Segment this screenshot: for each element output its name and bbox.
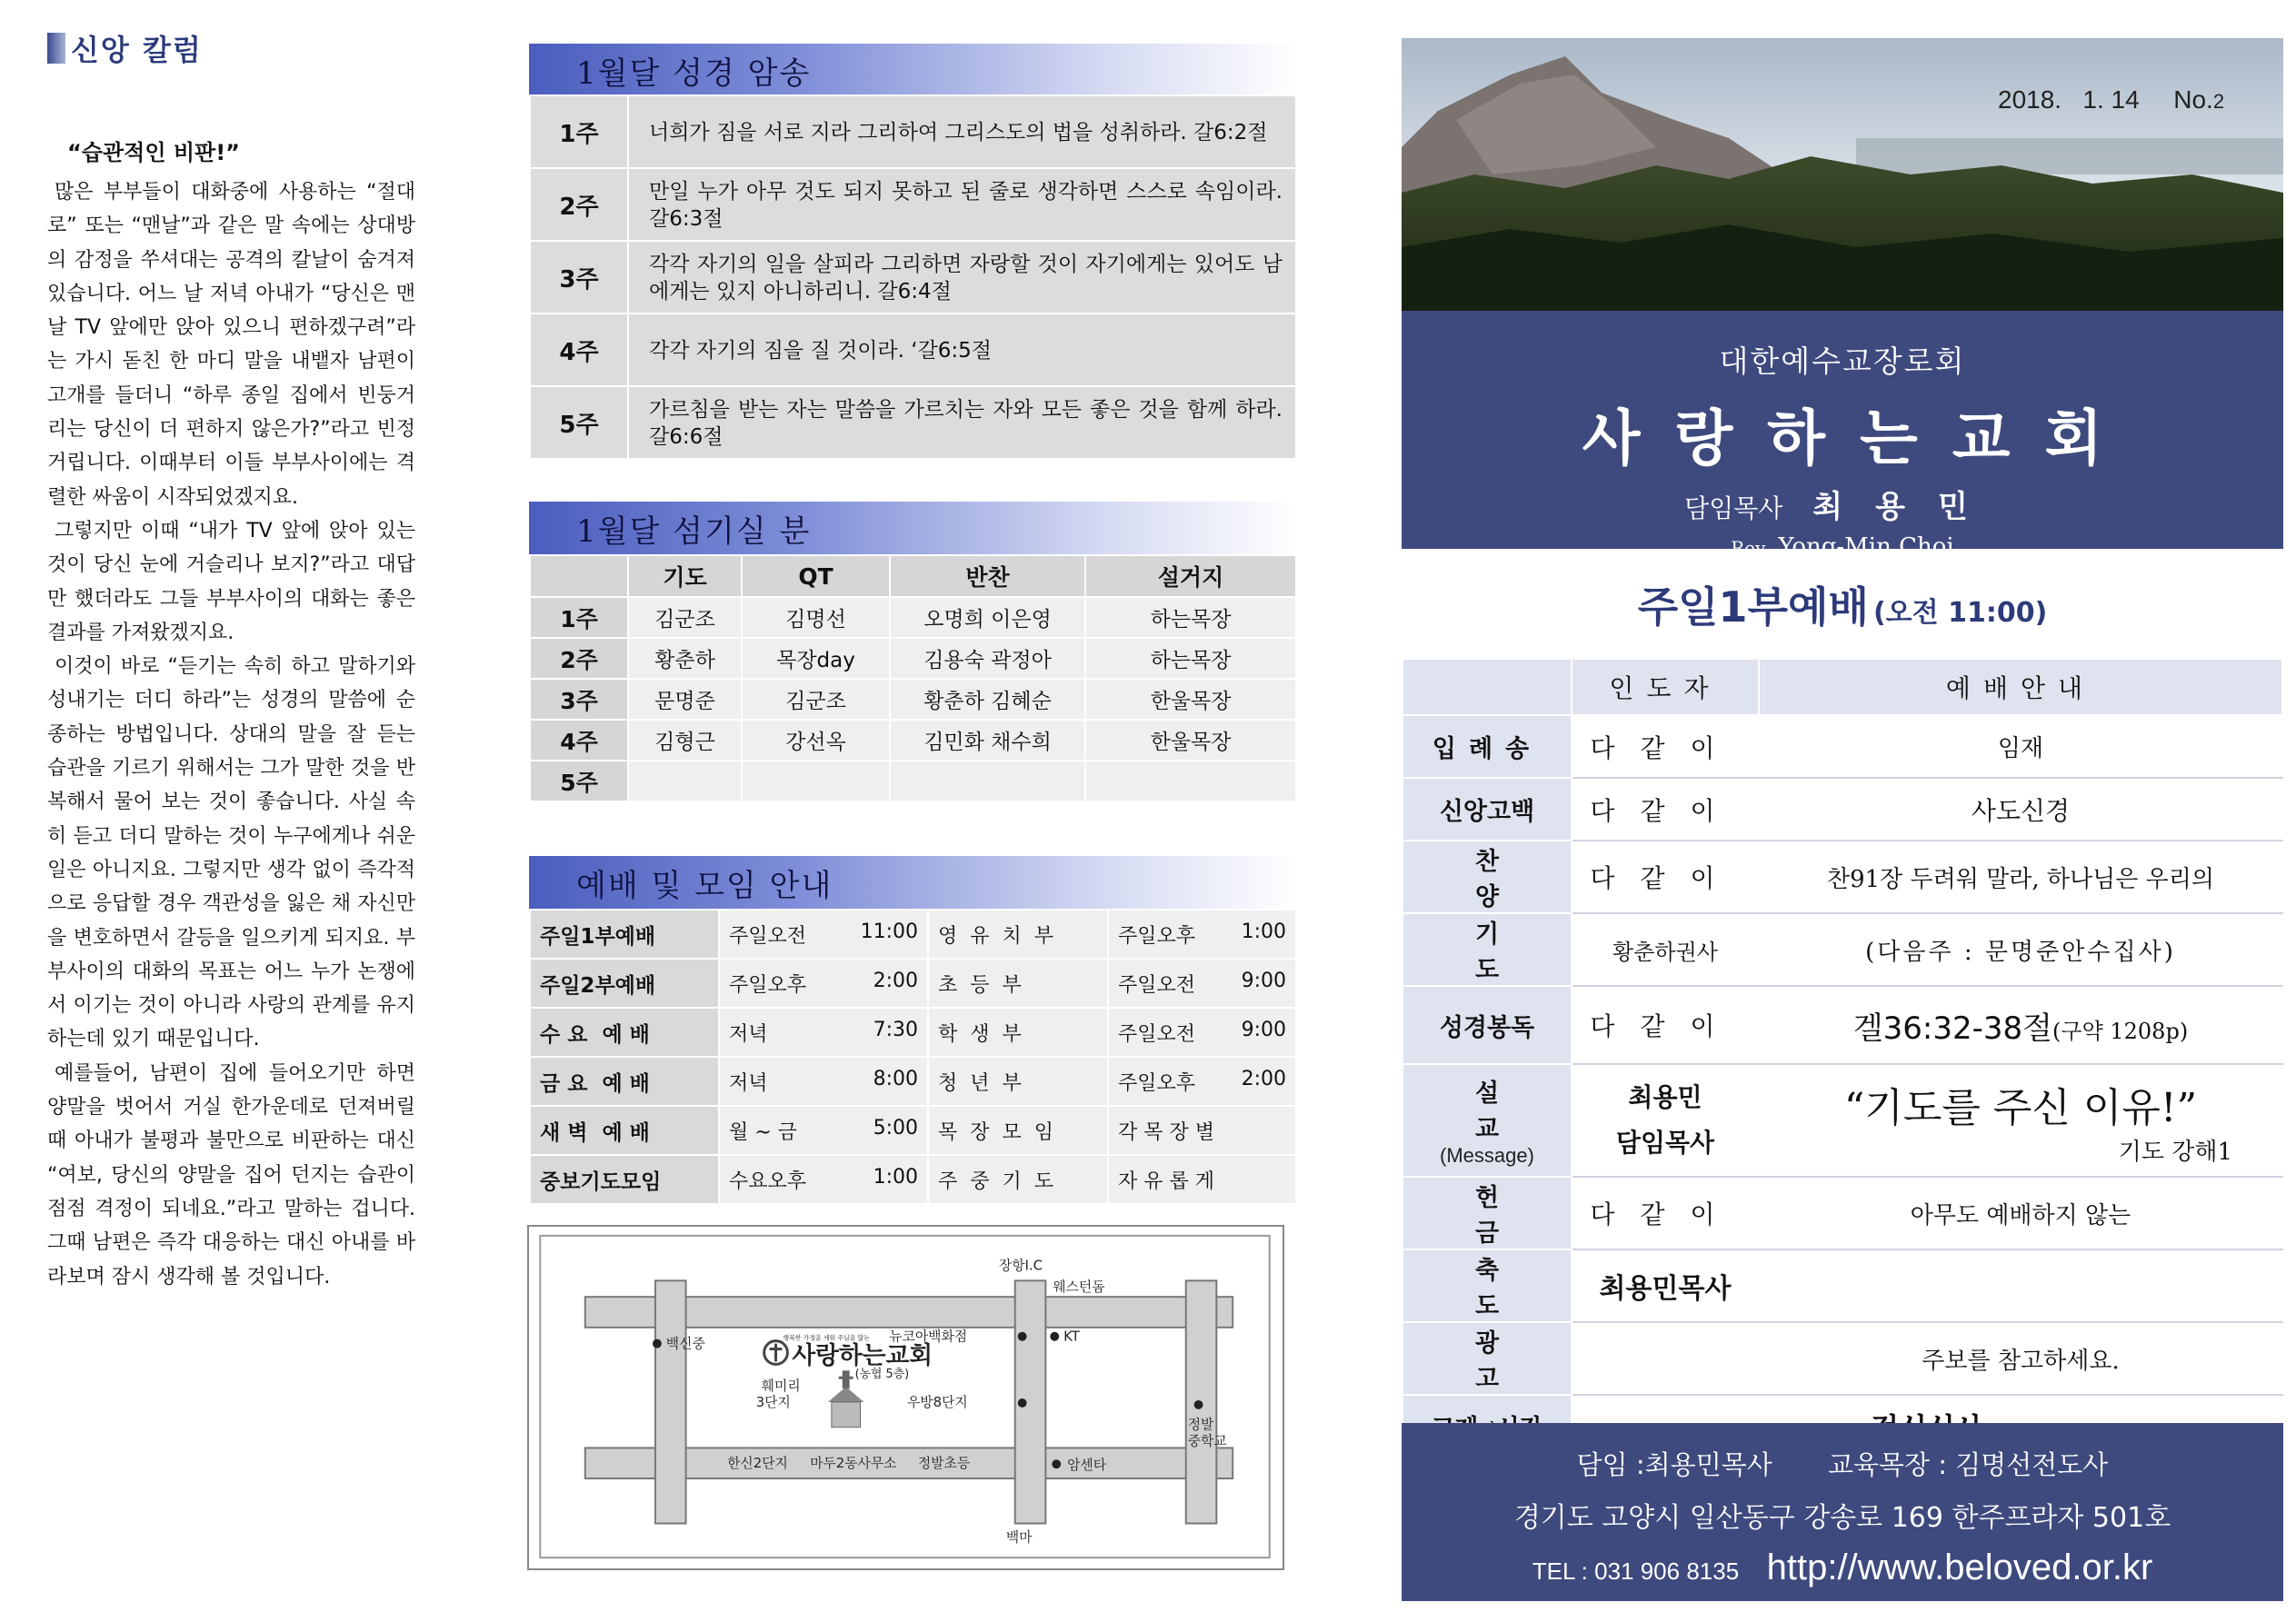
duty-cell: 오명희 이은영: [890, 597, 1085, 638]
meeting-name: 금 요 예 배: [530, 1057, 719, 1106]
table-row: [530, 1057, 1296, 1106]
table-header-row: [530, 555, 1296, 597]
order-leader: 다같이: [1572, 841, 1759, 913]
table-row: [530, 313, 1296, 386]
dept-time: [1108, 1057, 1296, 1106]
week-cell: 4주: [530, 720, 628, 761]
church-name: 사랑하는교회: [1582, 403, 2138, 473]
table-row: [530, 720, 1296, 761]
meeting-day: 수요오후: [729, 1169, 807, 1193]
duty-cell: 한울목장: [1085, 679, 1296, 720]
column-header-title: 신앙 칼럼: [71, 33, 203, 67]
table-row: [530, 910, 1296, 959]
sermon-series: 기도 강해1: [2118, 1138, 2232, 1166]
table-row: [530, 95, 1296, 168]
verse-cell: 가르침을 받는 자는 말씀을 가르치는 자와 모든 좋은 것을 함께 하라. 갈6:6절: [628, 386, 1296, 459]
order-info: 주보를 참고하세요.: [1759, 1322, 2282, 1395]
duty-cell: 황춘하: [628, 638, 742, 679]
denomination: 대한예수교장로회: [1719, 343, 1966, 379]
meeting-name: 새 벽 예 배: [530, 1106, 719, 1155]
dept-time: [1108, 910, 1296, 959]
scripture-ref: 겔36:32-38절: [1852, 1010, 2053, 1047]
dept-hour: 2:00: [1241, 1067, 1286, 1090]
map-label-madu: 마두2동사무소: [810, 1456, 897, 1472]
meeting-hour: 2:00: [873, 969, 918, 992]
map-label-western: 웨스턴돔: [1053, 1279, 1105, 1296]
issue-date: 2018. 1. 14: [1998, 85, 2140, 114]
week-cell: 1주: [530, 597, 628, 638]
map-label-baek: 백신중: [665, 1336, 705, 1352]
dept-day: 주일오전: [1118, 973, 1196, 997]
duty-cell: [1085, 761, 1296, 801]
duty-cell: 문명준: [628, 679, 742, 720]
church-logo-icon: [764, 1341, 788, 1365]
issue-no-prefix: No.: [2173, 85, 2213, 114]
pastor-label: 담임목사: [1684, 493, 1783, 523]
week-cell: 3주: [530, 241, 628, 313]
duty-cell: [628, 761, 742, 801]
education-pastor: 교육목장 : 김명선전도사: [1827, 1449, 2109, 1480]
meeting-hour: 7:30: [873, 1018, 918, 1041]
preacher-name: 최용민: [1628, 1082, 1702, 1112]
order-info: 사도신경: [1759, 778, 2282, 841]
service-time: (오전 11:00): [1872, 597, 2048, 629]
faith-column: [47, 27, 415, 1294]
column-header-dishes: 설거지: [1085, 555, 1296, 597]
map-label-newcore: 뉴코아백화점: [889, 1328, 968, 1345]
duty-section-header: [529, 502, 1297, 554]
duty-section-title: 1월달 섬기실 분: [576, 513, 812, 550]
meeting-time: [719, 910, 928, 959]
order-leader: 최용민목사: [1572, 1249, 1759, 1322]
dept-name: 초등부: [928, 959, 1108, 1008]
duty-cell: 김용숙 곽정아: [890, 638, 1085, 679]
table-row: [1403, 1064, 2282, 1177]
dept-time: [1108, 1008, 1296, 1057]
meeting-table: [529, 909, 1297, 1205]
map-dot-woobang: [1018, 1398, 1027, 1408]
worship-order-table: [1402, 658, 2283, 1458]
article-paragraph: 그렇지만 이때 “내가 TV 앞에 앉아 있는 것이 당신 눈에 거슬리나 보지?”라고 대답만 했더라도 그들 부부사이의 대화는 좋은 결과를 가져왔겠지요.: [47, 519, 415, 644]
table-row: [1403, 715, 2282, 778]
map-label-hansin: 한신2단지: [727, 1456, 788, 1472]
church-address: 경기도 고양시 일산동구 강송로 169 한주프라자 501호: [1513, 1502, 2171, 1534]
dept-name: 학생부: [928, 1008, 1108, 1057]
order-info: 아무도 예배하지 않는: [1759, 1177, 2282, 1249]
dept-day: 주일오후: [1118, 1071, 1196, 1095]
meeting-time: [719, 1155, 928, 1204]
column-header-info: 예배안내: [1759, 659, 2282, 715]
order-info: [1759, 1249, 2282, 1322]
order-label: 입례송: [1403, 715, 1572, 778]
meeting-section-header: [529, 856, 1297, 909]
verse-section-title: 1월달 성경 암송: [576, 55, 812, 92]
column-header-qt: QT: [742, 555, 890, 597]
dept-day: 주일오후: [1118, 924, 1196, 948]
order-label: 헌금: [1403, 1177, 1572, 1249]
corner-cell: [530, 555, 628, 597]
dept-name: 영유치부: [928, 910, 1108, 959]
map-label-jeongbal: 정발: [1187, 1417, 1214, 1433]
dept-hour: 9:00: [1241, 969, 1286, 992]
dept-day: 자 유 롭 게: [1118, 1169, 1214, 1193]
table-row: [1403, 778, 2282, 841]
map-dot-kt: [1050, 1332, 1059, 1341]
table-row: [1403, 841, 2282, 913]
verse-cell: 각각 자기의 일을 살피라 그리하면 자랑할 것이 자기에게는 있어도 남에게는 있지 아니하리니. 갈6:4절: [628, 241, 1296, 313]
column-header-sidedish: 반찬: [890, 555, 1085, 597]
map-label-amcenter: 암센타: [1067, 1458, 1107, 1474]
table-row: [530, 679, 1296, 720]
meeting-name: 중보기도모임: [530, 1155, 719, 1204]
location-map: [527, 1225, 1284, 1570]
meeting-section-title: 예배 및 모임 안내: [576, 868, 834, 904]
column-header-prayer: 기도: [628, 555, 742, 597]
dept-name: 주중기도: [928, 1155, 1108, 1204]
column-header: [47, 27, 415, 69]
order-info: 찬91장 두려워 말라, 하나님은 우리의: [1759, 841, 2282, 913]
staff-line: [1402, 1445, 2283, 1482]
preacher-title: 담임목사: [1615, 1128, 1715, 1158]
service-name: 주일1부예배: [1637, 582, 1869, 632]
church-banner: [1402, 311, 2283, 561]
map-label-church-small: 행복한 가정을 세워 주님을 닮는: [783, 1334, 870, 1342]
map-label-jeongbal2: 중학교: [1187, 1433, 1227, 1449]
duty-cell: 강선옥: [742, 720, 890, 761]
column-header-leader: 인도자: [1572, 659, 1759, 715]
table-row: [530, 597, 1296, 638]
order-label: 찬양: [1403, 841, 1572, 913]
map-dot-jeongbal: [1194, 1400, 1203, 1409]
order-leader: 다같이: [1572, 986, 1759, 1064]
mountain-photo: [1402, 38, 2283, 311]
order-leader: [1572, 1064, 1759, 1177]
duty-cell: 김군조: [742, 679, 890, 720]
table-row: [1403, 1249, 2282, 1322]
verse-cell: 각각 자기의 짐을 질 것이라. ‘갈6:5절: [628, 313, 1296, 386]
verse-section-header: [529, 44, 1297, 96]
mountain-image: [1402, 38, 2283, 311]
duty-cell: [742, 761, 890, 801]
duty-cell: 한울목장: [1085, 720, 1296, 761]
week-cell: 3주: [530, 679, 628, 720]
article-title: “습관적인 비판!”: [67, 140, 240, 165]
order-leader: 다같이: [1572, 715, 1759, 778]
order-label: 성경봉독: [1403, 986, 1572, 1064]
meeting-day: 주일오전: [729, 924, 807, 948]
duty-cell: 김군조: [628, 597, 742, 638]
order-label: 기도: [1403, 913, 1572, 986]
order-leader: 다같이: [1572, 778, 1759, 841]
dept-name: 목장모임: [928, 1106, 1108, 1155]
website-link[interactable]: http://www.beloved.or.kr: [1766, 1547, 2153, 1587]
meeting-hour: 8:00: [873, 1067, 918, 1090]
dept-hour: 9:00: [1241, 1018, 1286, 1041]
meeting-name: 주일1부예배: [530, 910, 719, 959]
week-cell: 1주: [530, 95, 628, 168]
contact-line: [1402, 1547, 2283, 1588]
pastor-name: 최용민: [1812, 489, 2001, 525]
table-row: [530, 1155, 1296, 1204]
week-cell: 2주: [530, 168, 628, 241]
table-row: [530, 761, 1296, 801]
order-info: (다음주 : 문명준안수집사): [1759, 913, 2282, 986]
dept-day: 각 목 장 별: [1118, 1120, 1214, 1144]
table-row: [530, 1008, 1296, 1057]
order-label: [1403, 1064, 1572, 1177]
duty-cell: 하는목장: [1085, 638, 1296, 679]
table-header-row: [1403, 659, 2282, 715]
order-leader: 황춘하권사: [1572, 913, 1759, 986]
meeting-day: 주일오후: [729, 973, 807, 997]
meeting-name: 주일2부예배: [530, 959, 719, 1008]
order-label: 광고: [1403, 1322, 1572, 1395]
duty-cell: 김민화 채수희: [890, 720, 1085, 761]
map-label-kt: KT: [1063, 1328, 1080, 1345]
week-cell: 2주: [530, 638, 628, 679]
article-paragraph: 많은 부부들이 대화중에 사용하는 “절대로” 또는 “맨날”과 같은 말 속에는 상대방의 감정을 쑤셔대는 공격의 칼날이 숨겨져 있습니다. 어느 날 저녁 아내가 “당신은 맨날 TV 앞에만 앉아 있으니 편하겠구려”라는 가시 돋친 한 마디 말을 내뱉자 남편이 고개를 들더니 “하루 종일 집에서 빈둥거리는 당신이 더 편하지 않은가?”라고 빈정거립니다. 이때부터 이들 부부사이에는 격렬한 싸움이 시작되었겠지요.: [47, 181, 415, 509]
table-row: [530, 1106, 1296, 1155]
meeting-time: [719, 1057, 928, 1106]
dept-name: 청년부: [928, 1057, 1108, 1106]
table-row: [530, 168, 1296, 241]
order-info: [1759, 1064, 2282, 1177]
map-label-ic: 장항I.C: [998, 1258, 1043, 1274]
meeting-hour: 11:00: [860, 920, 918, 943]
map-label-huimiri2: 3단지: [755, 1394, 791, 1410]
table-row: [1403, 986, 2282, 1064]
table-row: [530, 959, 1296, 1008]
meeting-name: 수 요 예 배: [530, 1008, 719, 1057]
map-label-baekma: 백마: [1005, 1529, 1033, 1546]
week-cell: 5주: [530, 386, 628, 459]
verse-cell: 만일 누가 아무 것도 되지 못하고 된 줄로 생각하면 스스로 속임이라. 갈6:3절: [628, 168, 1296, 241]
meeting-hour: 5:00: [873, 1116, 918, 1139]
order-info: [1759, 986, 2282, 1064]
duty-cell: 김형근: [628, 720, 742, 761]
map-label-church: 사랑하는교회: [792, 1341, 933, 1370]
map-label-woobang: 우방8단지: [906, 1394, 968, 1410]
verse-table: [529, 95, 1297, 460]
meeting-time: [719, 1008, 928, 1057]
dept-hour: 1:00: [1241, 920, 1286, 943]
meeting-hour: 1:00: [873, 1165, 918, 1189]
order-leader: [1572, 1322, 1759, 1395]
dept-time: [1108, 1155, 1296, 1204]
issue-info: [1998, 85, 2224, 114]
duty-cell: 하는목장: [1085, 597, 1296, 638]
header-mark: [47, 33, 65, 64]
scripture-page: (구약 1208p): [2052, 1018, 2189, 1044]
meeting-day: 저녁: [729, 1071, 768, 1095]
article-paragraph: 예를들어, 남편이 집에 들어오기만 하면 양말을 벗어서 거실 한가운데로 던져버릴 때 아내가 불평과 불만으로 비판하는 대신 “여보, 당신의 양말을 집어 던지는 습관이 점점 격정이 되네요.”라고 말하는 겁니다. 그때 남편은 즉각 대응하는 대신 아내를 바라보며 잠시 생각해 볼 것입니다.: [47, 1061, 415, 1289]
table-row: [530, 386, 1296, 459]
pastor-english: [1402, 533, 2283, 561]
dept-time: [1108, 959, 1296, 1008]
order-label: 축도: [1403, 1249, 1572, 1322]
order-leader: 다같이: [1572, 1177, 1759, 1249]
meeting-day: 월 ~ 금: [729, 1120, 797, 1144]
sermon-title: “기도를 주신 이유!”: [1843, 1084, 2198, 1131]
map-label-jeongbalcho: 정발초등: [917, 1456, 971, 1472]
corner-cell: [1403, 659, 1572, 715]
week-cell: 5주: [530, 761, 628, 801]
meeting-day: 저녁: [729, 1022, 768, 1046]
duty-cell: 김명선: [742, 597, 890, 638]
article-body: [47, 175, 415, 1294]
sermon-label-sub: (Message): [1440, 1144, 1534, 1167]
verse-cell: 너희가 짐을 서로 지라 그리하여 그리스도의 법을 성취하라. 갈6:2절: [628, 95, 1296, 168]
issue-no: 2: [2212, 90, 2225, 113]
map-label-church-sub: (농협 5층): [854, 1368, 910, 1382]
map-label-huimiri: 훼미리: [761, 1378, 801, 1395]
service-title: [1402, 574, 2283, 634]
table-row: [530, 638, 1296, 679]
table-row: [1403, 1322, 2282, 1395]
order-info: 임재: [1759, 715, 2282, 778]
map-dot-amcenter: [1052, 1459, 1061, 1468]
map-dot-baek: [653, 1339, 662, 1348]
table-row: [1403, 913, 2282, 986]
senior-pastor: 담임 :최용민목사: [1576, 1449, 1772, 1480]
duty-cell: [890, 761, 1085, 801]
phone-number: TEL : 031 906 8135: [1532, 1557, 1740, 1585]
week-cell: 4주: [530, 313, 628, 386]
dept-day: 주일오전: [1118, 1022, 1196, 1046]
duty-table: [529, 554, 1297, 802]
duty-cell: 목장day: [742, 638, 890, 679]
map-dot-newcore: [1018, 1332, 1027, 1341]
order-label: 신앙고백: [1403, 778, 1572, 841]
sermon-label: 설교: [1474, 1080, 1549, 1143]
table-row: [1403, 1177, 2282, 1249]
table-row: [530, 241, 1296, 313]
article-paragraph: 이것이 바로 “듣기는 속히 하고 말하기와 성내기는 더디 하라”는 성경의 말씀에 순종하는 방법입니다. 상대의 말을 잘 듣는 습관을 기르기 위해서는 그가 말한 것을 반복해서 물어 보는 것이 좋습니다. 사실 속히 듣고 더디 말하는 것이 누구에게나 쉬운 일은 아니지요. 그렇지만 생각 없이 즉각적으로 응답할 경우 객관성을 잃은 채 자신만을 변호하면서 갈등을 일으키게 되지요. 부부사이의 대화의 목표는 어느 누가 논쟁에서 이기는 것이 아니라 사랑의 관계를 유지하는데 있기 때문입니다.: [47, 655, 415, 1051]
rev-name: Yong-Min Choi: [1778, 533, 1954, 561]
duty-cell: 황춘하 김혜순: [890, 679, 1085, 720]
pastor-line: [1402, 482, 2283, 526]
map-drawing: [529, 1227, 1283, 1568]
meeting-time: [719, 1106, 928, 1155]
dept-time: [1108, 1106, 1296, 1155]
contact-banner: [1402, 1423, 2283, 1601]
rev-prefix: Rev.: [1731, 537, 1770, 559]
meeting-time: [719, 959, 928, 1008]
